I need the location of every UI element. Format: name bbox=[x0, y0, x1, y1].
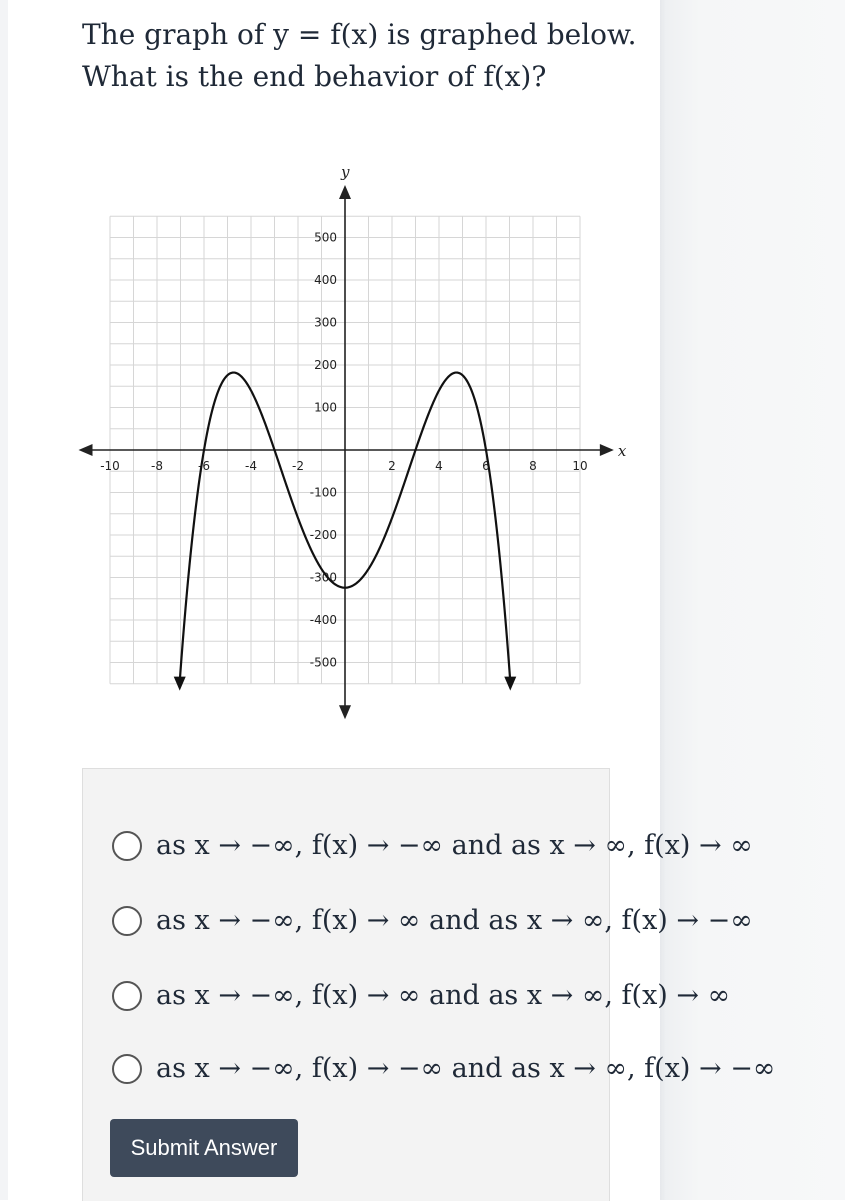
x-tick-label: 4 bbox=[435, 459, 443, 473]
x-tick-label: 2 bbox=[388, 459, 396, 473]
y-tick-label: -200 bbox=[309, 528, 337, 542]
answer-option-3[interactable] bbox=[112, 980, 730, 1011]
y-tick-label: 100 bbox=[314, 400, 337, 415]
x-axis-left-arrow bbox=[79, 444, 93, 456]
x-tick-label: -10 bbox=[100, 459, 120, 473]
y-tick-label: 400 bbox=[314, 273, 337, 287]
question-line-1: The graph of y = f(x) is graphed below. bbox=[82, 18, 637, 51]
y-tick-label: -100 bbox=[309, 485, 337, 500]
x-tick-label: -4 bbox=[245, 459, 257, 473]
answer-option-label: as x → −∞, f(x) → ∞ and as x → ∞, f(x) → −∞ bbox=[156, 905, 753, 936]
radio-button[interactable] bbox=[112, 906, 142, 936]
x-tick-label: 10 bbox=[572, 459, 588, 473]
x-axis-right-arrow bbox=[600, 444, 614, 456]
question-line-2: What is the end behavior of f(x)? bbox=[82, 60, 547, 93]
y-tick-label: 500 bbox=[314, 230, 337, 245]
answer-option-label: as x → −∞, f(x) → −∞ and as x → ∞, f(x) → −∞ bbox=[156, 1053, 776, 1084]
radio-button[interactable] bbox=[112, 831, 142, 861]
radio-button[interactable] bbox=[112, 1054, 142, 1084]
y-tick-label: -400 bbox=[309, 613, 337, 627]
y-tick-label: 300 bbox=[314, 315, 337, 330]
y-tick-label: 200 bbox=[314, 358, 337, 372]
x-tick-label: 6 bbox=[482, 459, 490, 473]
radio-button[interactable] bbox=[112, 981, 142, 1011]
answer-option-label: as x → −∞, f(x) → −∞ and as x → ∞, f(x) → ∞ bbox=[156, 830, 753, 861]
x-tick-label: -6 bbox=[198, 459, 210, 473]
y-tick-label: -500 bbox=[309, 655, 337, 670]
function-graph bbox=[0, 150, 660, 720]
x-tick-label: -2 bbox=[292, 459, 304, 473]
y-tick-label: -300 bbox=[309, 570, 337, 585]
answer-option-label: as x → −∞, f(x) → ∞ and as x → ∞, f(x) → ∞ bbox=[156, 980, 731, 1011]
question-text bbox=[82, 14, 637, 98]
submit-answer-button[interactable]: Submit Answer bbox=[110, 1119, 298, 1177]
x-axis-label: x bbox=[617, 442, 627, 460]
x-tick-label: -8 bbox=[151, 459, 163, 473]
answer-option-1[interactable] bbox=[112, 830, 753, 861]
answer-option-4[interactable] bbox=[112, 1053, 775, 1084]
x-tick-label: 8 bbox=[529, 459, 537, 473]
answer-option-2[interactable] bbox=[112, 905, 753, 936]
y-axis-top-arrow bbox=[339, 185, 351, 199]
page-right-gutter bbox=[660, 0, 845, 1200]
y-axis-label: y bbox=[341, 163, 350, 181]
y-axis-bottom-arrow bbox=[339, 705, 351, 719]
